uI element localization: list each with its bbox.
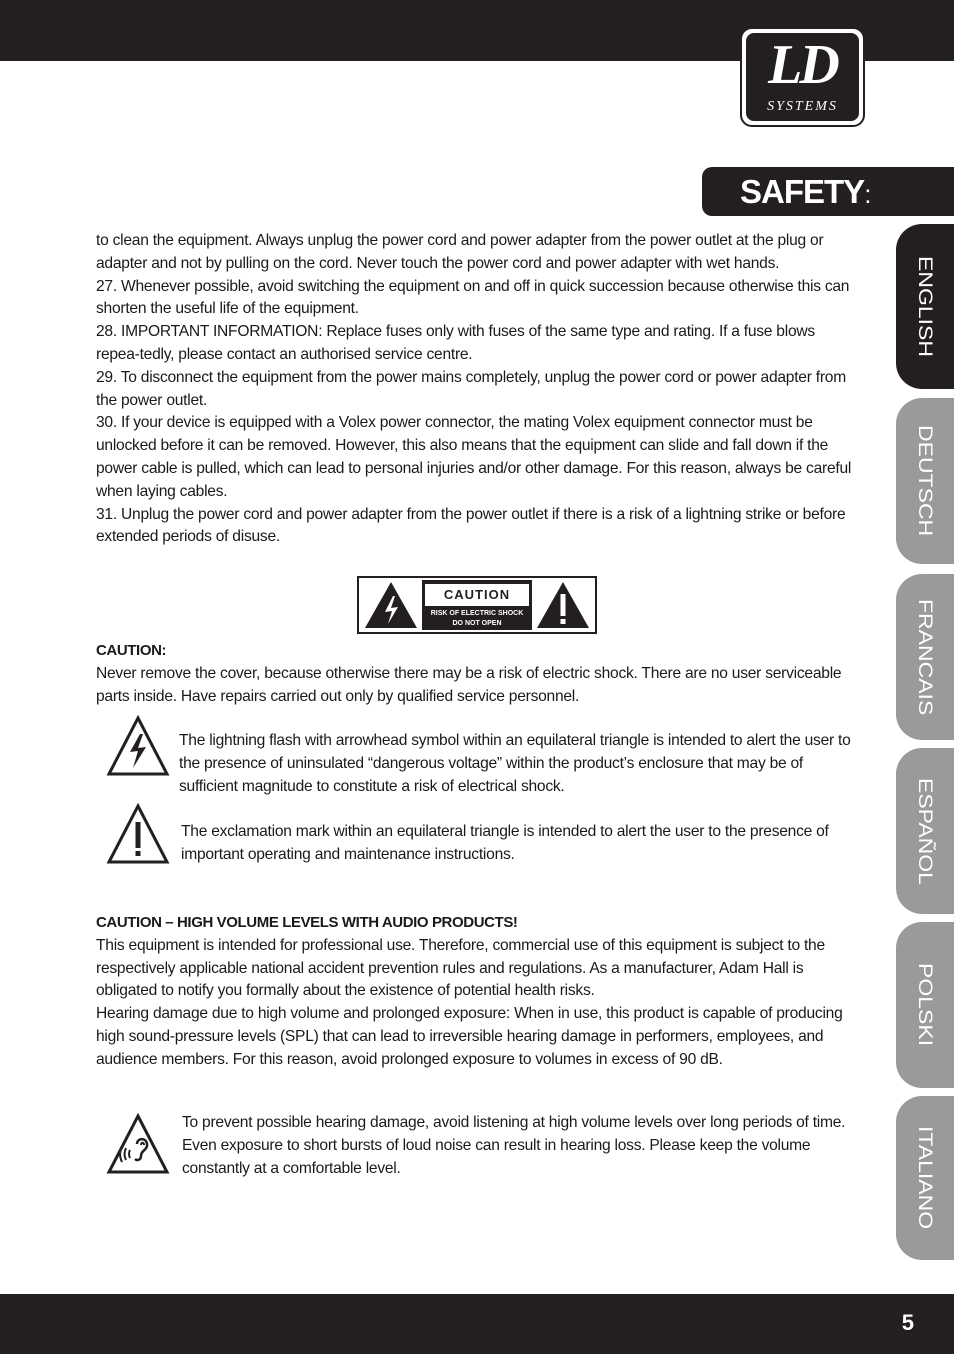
tab-english-label: ENGLISH bbox=[914, 256, 937, 357]
logo-systems-text: SYSTEMS bbox=[767, 99, 838, 114]
para-27: 27. Whenever possible, avoid switching the equipment on and off in quick succession because otherwise this can shorten the useful life of the equipment. bbox=[96, 277, 850, 318]
exclamation-warning-icon bbox=[534, 579, 593, 631]
volume-para-2: Hearing damage due to high volume and prolonged exposure: When in use, this product is capable of producing high sound-pressure levels (SPL) that can lead to irreversible hearing damage in performers, employees, and audience members. For this reason, avoid prolonged exposure to volumes in excess of 90 dB. bbox=[96, 1005, 843, 1068]
caution-label-line1: RISK OF ELECTRIC SHOCK bbox=[430, 610, 524, 617]
volume-heading: CAUTION – HIGH VOLUME LEVELS WITH AUDIO PRODUCTS! bbox=[96, 914, 518, 931]
lightning-explanation: The lightning flash with arrowhead symbol within an equilateral triangle is intended to alert the user to the presence of uninsulated “dangerous voltage” within the product’s enclosure that may be of sufficient magnitude to constitute a risk of electrical shock. bbox=[179, 732, 851, 795]
tab-italiano-label: ITALIANO bbox=[914, 1126, 937, 1230]
caution-label-line2: DO NOT OPEN bbox=[452, 620, 502, 627]
ld-systems-logo bbox=[740, 27, 865, 127]
para-31: 31. Unplug the power cord and power adapter from the power outlet if there is a risk of a lightning strike or before extended periods of disuse. bbox=[96, 505, 846, 546]
exclamation-explanation: The exclamation mark within an equilateral triangle is intended to alert the user to the presence of important operating and maintenance instructions. bbox=[181, 823, 829, 863]
exclamation-triangle-icon bbox=[106, 802, 170, 871]
para-clean: to clean the equipment. Always unplug the power cord and power adapter from the power outlet at the plug or adapter and not by pulling on the cord. Never touch the power cord and power adapter with wet hands. bbox=[96, 232, 824, 272]
volume-section bbox=[96, 912, 856, 1072]
caution-text: Never remove the cover, because otherwise there may be a risk of electric shock. There are no user serviceable parts inside. Have repairs carried out only by qualified service personnel. bbox=[96, 664, 842, 705]
tab-polski[interactable] bbox=[896, 922, 954, 1088]
safety-instructions bbox=[96, 230, 856, 549]
logo-ld-text: LD bbox=[768, 34, 837, 96]
bottom-bar bbox=[0, 1294, 954, 1354]
page-number: 5 bbox=[901, 1310, 914, 1335]
tab-italiano[interactable] bbox=[896, 1096, 954, 1260]
section-title-colon: : bbox=[864, 179, 872, 209]
hearing-damage-icon bbox=[106, 1112, 170, 1181]
tab-deutsch-label: DEUTSCH bbox=[914, 425, 937, 537]
para-30: 30. If your device is equipped with a Volex power connector, the mating Volex equipment connector must be unlocked before it can be removed. However, this also means that the equipment can slide and fall down if the power cable is pulled, which can lead to personal injuries and/or other damage. For this reason, always be careful when laying cables. bbox=[96, 414, 852, 500]
caution-label bbox=[357, 576, 597, 634]
section-title bbox=[702, 167, 954, 216]
caution-section bbox=[96, 640, 856, 708]
para-29: 29. To disconnect the equipment from the power mains completely, unplug the power cord or power adapter from the power outlet. bbox=[96, 368, 846, 409]
tab-deutsch[interactable] bbox=[896, 398, 954, 564]
tab-francais-label: FRANCAIS bbox=[914, 598, 937, 716]
section-title-text: SAFETY bbox=[740, 173, 865, 210]
tab-francais[interactable] bbox=[896, 574, 954, 740]
caution-label-title: CAUTION bbox=[425, 584, 529, 606]
tab-espanol[interactable] bbox=[896, 748, 954, 914]
lightning-triangle-icon bbox=[106, 714, 170, 783]
hearing-note: To prevent possible hearing damage, avoid listening at high volume levels over long periods of time. Even exposure to short bursts of loud noise can result in hearing loss. Please keep the volume constantly at a comfortable level. bbox=[182, 1114, 846, 1177]
para-28: 28. IMPORTANT INFORMATION: Replace fuses only with fuses of the same type and rating. If a fuse blows repea-tedly, please contact an authorised service centre. bbox=[96, 323, 815, 363]
lightning-warning-icon bbox=[361, 579, 420, 631]
tab-espanol-label: ESPAÑOL bbox=[914, 777, 937, 885]
tab-english[interactable] bbox=[896, 224, 954, 389]
caution-heading: CAUTION: bbox=[96, 642, 167, 659]
volume-para-1: This equipment is intended for professional use. Therefore, commercial use of this equipment is subject to the respectively applicable national accident prevention rules and regulations. As a manufacturer, Adam Hall is obligated to notify you formally about the existence of potential health risks. bbox=[96, 936, 825, 1000]
caution-label-center bbox=[422, 580, 531, 630]
tab-polski-label: POLSKI bbox=[914, 963, 937, 1047]
